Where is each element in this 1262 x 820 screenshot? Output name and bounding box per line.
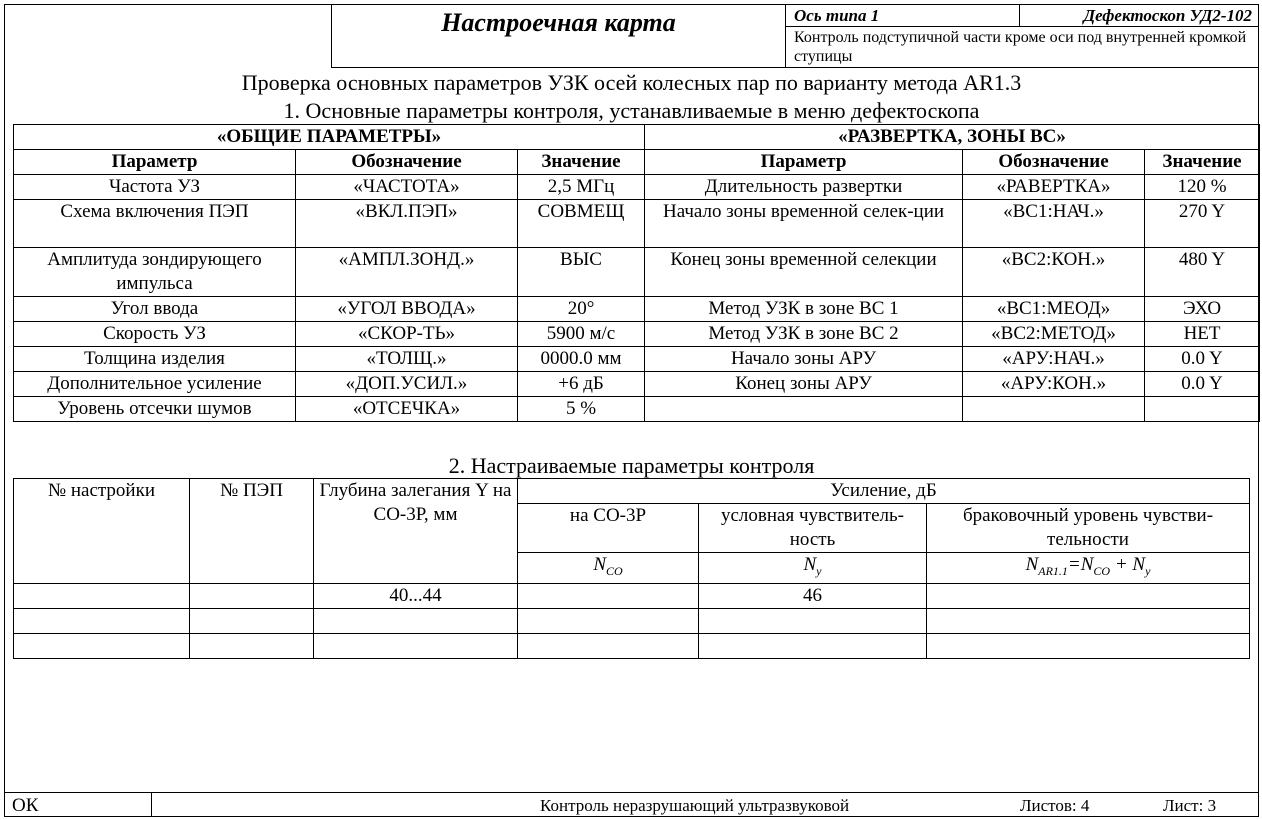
- symbol-cell: «АРУ:НАЧ.»: [963, 347, 1145, 372]
- table-row: [14, 297, 1260, 322]
- value-cell: ЭХО: [1145, 297, 1260, 322]
- col-co-header: на СО-3Р: [518, 504, 699, 553]
- param-cell: Длительность развертки: [645, 175, 963, 200]
- group-general-header: «ОБЩИЕ ПАРАМЕТРЫ»: [14, 125, 645, 150]
- value-cell: 480 Y: [1145, 248, 1260, 297]
- col-depth-header: Глубина залегания Y на СО-3Р, мм: [314, 479, 518, 584]
- value-cell: 0.0 Y: [1145, 372, 1260, 397]
- cond-cell: 46: [699, 583, 927, 608]
- col-probe-header: № ПЭП: [190, 479, 314, 584]
- param-cell: Толщина изделия: [14, 347, 296, 372]
- axis-type: Ось типа 1: [794, 6, 880, 25]
- param-cell: Схема включения ПЭП: [14, 200, 296, 248]
- probe-cell: [190, 608, 314, 633]
- col-param-header: Параметр: [645, 150, 963, 175]
- cond-cell: [699, 633, 927, 658]
- col-gain-header: Усиление, дБ: [518, 479, 1250, 504]
- symbol-n-reject: $N_{AR1.1}=N_{CO} + N_у$: [927, 553, 1250, 584]
- main-parameters-table: [13, 124, 1260, 422]
- table-row: [14, 372, 1260, 397]
- param-cell: Амплитуда зондирующего импульса: [14, 248, 296, 297]
- table-row: [14, 347, 1260, 372]
- depth-cell: [314, 608, 518, 633]
- col-param-header: Параметр: [14, 150, 296, 175]
- page-title: Настроечная карта: [441, 8, 676, 37]
- reject-cell: [927, 583, 1250, 608]
- symbol-cell: «ЧАСТОТА»: [296, 175, 518, 200]
- col-symbol-header: Обозначение: [296, 150, 518, 175]
- value-cell: НЕТ: [1145, 322, 1260, 347]
- value-cell: 0.0 Y: [1145, 347, 1260, 372]
- col-reject-header: браковочный уровень чувстви-тельности: [927, 504, 1250, 553]
- footer-doc-title: Контроль неразрушающий ультразвуковой: [540, 796, 850, 815]
- reject-cell: [927, 608, 1250, 633]
- symbol-cell: «ВС2:МЕТОД»: [963, 322, 1145, 347]
- co-cell: [518, 608, 699, 633]
- device-name: Дефектоскоп УД2-102: [1083, 6, 1252, 25]
- symbol-n-cond: $N_у$: [699, 553, 927, 584]
- value-cell: СОВМЕЩ: [518, 200, 645, 248]
- param-cell: Частота УЗ: [14, 175, 296, 200]
- param-cell: Конец зоны АРУ: [645, 372, 963, 397]
- col-cond-header: условная чувствитель-ность: [699, 504, 927, 553]
- param-cell: Угол ввода: [14, 297, 296, 322]
- value-cell: +6 дБ: [518, 372, 645, 397]
- value-cell: 270 Y: [1145, 200, 1260, 248]
- probe-cell: [190, 583, 314, 608]
- col-value-header: Значение: [1145, 150, 1260, 175]
- value-cell: ВЫС: [518, 248, 645, 297]
- footer-code: ОК: [12, 795, 39, 816]
- table-row: [14, 322, 1260, 347]
- value-cell: [1145, 397, 1260, 422]
- value-cell: 2,5 МГц: [518, 175, 645, 200]
- symbol-cell: «ОТСЕЧКА»: [296, 397, 518, 422]
- probe-cell: [190, 633, 314, 658]
- section1-heading: 1. Основные параметры контроля, устанавливаемые в меню дефектоскопа: [283, 98, 980, 123]
- setting-cell: [14, 608, 190, 633]
- control-description: Контроль подступичной части кроме оси под внутренней кромкой ступицы: [794, 29, 1247, 65]
- param-cell: Конец зоны временной селекции: [645, 248, 963, 297]
- symbol-cell: «ТОЛЩ.»: [296, 347, 518, 372]
- param-cell: [645, 397, 963, 422]
- table-row: [14, 200, 1260, 248]
- table-row: [14, 248, 1260, 297]
- symbol-cell: «ВС1:НАЧ.»: [963, 200, 1145, 248]
- value-cell: 0000.0 мм: [518, 347, 645, 372]
- header-divider: [1019, 4, 1020, 27]
- co-cell: [518, 633, 699, 658]
- param-cell: Метод УЗК в зоне ВС 2: [645, 322, 963, 347]
- symbol-cell: «АРУ:КОН.»: [963, 372, 1145, 397]
- cond-cell: [699, 608, 927, 633]
- col-symbol-header: Обозначение: [963, 150, 1145, 175]
- table-row: [14, 633, 1250, 658]
- depth-cell: [314, 633, 518, 658]
- main-heading: Проверка основных параметров УЗК осей колесных пар по варианту метода AR1.3: [241, 70, 1022, 95]
- symbol-n-co: $N_{CO}$: [518, 553, 699, 584]
- footer-divider: [4, 792, 1259, 793]
- table-row: [14, 397, 1260, 422]
- table-row: [14, 583, 1250, 608]
- symbol-cell: «УГОЛ ВВОДА»: [296, 297, 518, 322]
- tuning-parameters-table: [13, 478, 1250, 659]
- symbol-cell: «ВС1:МЕОД»: [963, 297, 1145, 322]
- symbol-cell: [963, 397, 1145, 422]
- param-cell: Уровень отсечки шумов: [14, 397, 296, 422]
- symbol-cell: «АМПЛ.ЗОНД.»: [296, 248, 518, 297]
- section2-heading: 2. Настраиваемые параметры контроля: [448, 453, 815, 478]
- depth-cell: 40...44: [314, 583, 518, 608]
- value-cell: 5900 м/с: [518, 322, 645, 347]
- setting-cell: [14, 583, 190, 608]
- table-row: [14, 608, 1250, 633]
- co-cell: [518, 583, 699, 608]
- param-cell: Дополнительное усиление: [14, 372, 296, 397]
- param-cell: Метод УЗК в зоне ВС 1: [645, 297, 963, 322]
- value-cell: 5 %: [518, 397, 645, 422]
- param-cell: Начало зоны временной селек-ции: [645, 200, 963, 248]
- symbol-cell: «СКОР-ТЬ»: [296, 322, 518, 347]
- col-setting-header: № настройки: [14, 479, 190, 584]
- footer-cell-divider: [151, 792, 152, 817]
- param-cell: Начало зоны АРУ: [645, 347, 963, 372]
- param-cell: Скорость УЗ: [14, 322, 296, 347]
- col-value-header: Значение: [518, 150, 645, 175]
- symbol-cell: «ВС2:КОН.»: [963, 248, 1145, 297]
- symbol-cell: «ДОП.УСИЛ.»: [296, 372, 518, 397]
- table-row: [14, 175, 1260, 200]
- symbol-cell: «ВКЛ.ПЭП»: [296, 200, 518, 248]
- value-cell: 20°: [518, 297, 645, 322]
- value-cell: 120 %: [1145, 175, 1260, 200]
- symbol-cell: «РАВЕРТКА»: [963, 175, 1145, 200]
- setting-cell: [14, 633, 190, 658]
- footer-sheet-number: Лист: 3: [1163, 796, 1217, 815]
- reject-cell: [927, 633, 1250, 658]
- footer-sheet-count: Листов: 4: [1020, 796, 1090, 815]
- group-sweep-header: «РАЗВЕРТКА, ЗОНЫ ВС»: [645, 125, 1260, 150]
